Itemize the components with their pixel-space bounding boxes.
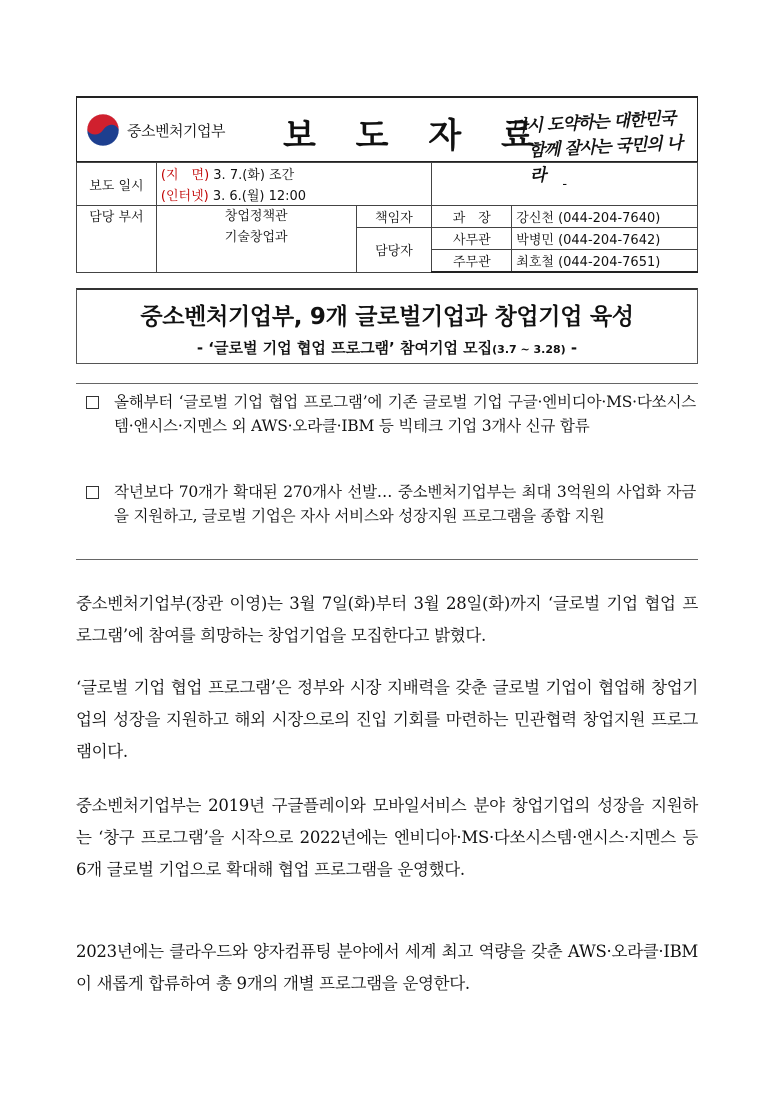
body-paragraph: ‘글로벌 기업 협업 프로그램’은 정부와 시장 지배력을 갖춘 글로벌 기업이 협업해 창업기업의 성장을 지원하고 해외 시장으로의 진입 기회를 마련하는 민관협력 창업지원 프로그램이다. <box>76 678 698 761</box>
headline-main: 중소벤처기업부, 9개 글로벌기업과 창업기업 육성 <box>140 304 634 330</box>
checkbox-square-icon <box>86 396 99 409</box>
slogan-line-1: 다시 도약하는 대한민국 <box>510 108 676 138</box>
dept-name <box>156 206 356 273</box>
headline-sub <box>77 337 697 358</box>
internet-time: 3. 6.(월) 12:00 <box>212 189 307 204</box>
contact-role: 주무관 <box>432 250 512 273</box>
summary-text: 올해부터 ‘글로벌 기업 협업 프로그램’에 기존 글로벌 기업 구글·엔비디아·MS·다쏘시스템·앤시스·지멘스 외 AWS·오라클·IBM 등 빅테크 기업 3개사 신규 합류 <box>114 393 696 435</box>
ministry-logo-icon <box>85 112 121 148</box>
staff-label: 담당자 <box>356 228 432 273</box>
summary-box <box>76 383 698 560</box>
ministry-name: 중소벤처기업부 <box>127 122 225 140</box>
headline-sub-text: - ‘글로벌 기업 협업 프로그램’ 참여기업 모집 <box>196 339 493 357</box>
paper-tag: (지 면) <box>160 168 210 183</box>
chief-label: 책임자 <box>356 206 432 228</box>
summary-item <box>86 480 696 528</box>
summary-text: 작년보다 70개가 확대된 270개사 선발… 중소벤처기업부는 최대 3억원의 사업화 자금을 지원하고, 글로벌 기업은 자사 서비스와 성장지원 프로그램을 종합 지원 <box>114 483 696 525</box>
contact-role: 과 장 <box>432 206 512 228</box>
paper-time: 3. 7.(화) 조간 <box>213 168 295 183</box>
dept-name-line-1: 창업정책관 <box>224 209 288 224</box>
body-paragraph: 2023년에는 클라우드와 양자컴퓨팅 분야에서 세계 최고 역량을 갖춘 AWS·오라클·IBM이 새롭게 합류하여 총 9개의 개별 프로그램을 운영한다. <box>76 942 698 993</box>
page-title: 보 도 자 료 <box>283 116 548 156</box>
headline-sub-end: - <box>565 339 578 357</box>
contact-role: 사무관 <box>432 228 512 250</box>
body-paragraph: 중소벤처기업부(장관 이영)는 3월 7일(화)부터 3월 28일(화)까지 ‘글로벌 기업 협업 프로그램’에 참여를 희망하는 창업기업을 모집한다고 밝혔다. <box>76 594 698 645</box>
release-label: 보도 일시 <box>77 163 157 206</box>
release-note: - <box>432 163 698 206</box>
dept-name-line-2: 기술창업과 <box>224 230 288 245</box>
contact-name: 강신천 (044-204-7640) <box>512 206 698 228</box>
release-internet <box>156 184 432 206</box>
checkbox-square-icon <box>86 486 99 499</box>
release-paper <box>156 163 432 185</box>
slogan-line-2: 함께 잘사는 국민의 나라 <box>528 133 683 187</box>
contact-name: 박병민 (044-204-7642) <box>512 228 698 250</box>
summary-item <box>86 390 696 438</box>
release-info-table <box>76 162 698 273</box>
dept-label: 담당 부서 <box>77 206 157 273</box>
slogan <box>507 106 693 187</box>
contact-name: 최호철 (044-204-7651) <box>512 250 698 273</box>
headline-box <box>76 288 698 364</box>
body-paragraph: 중소벤처기업부는 2019년 구글플레이와 모바일서비스 분야 창업기업의 성장을 지원하는 ‘창구 프로그램’을 시작으로 2022년에는 엔비디아·MS·다쏘시스템·앤시스·지멘스 등 6개 글로벌 기업으로 확대해 협업 프로그램을 운영했다. <box>76 796 698 879</box>
internet-tag: (인터넷) <box>160 189 209 204</box>
headline-sub-period: (3.7 ~ 3.28) <box>492 343 566 356</box>
